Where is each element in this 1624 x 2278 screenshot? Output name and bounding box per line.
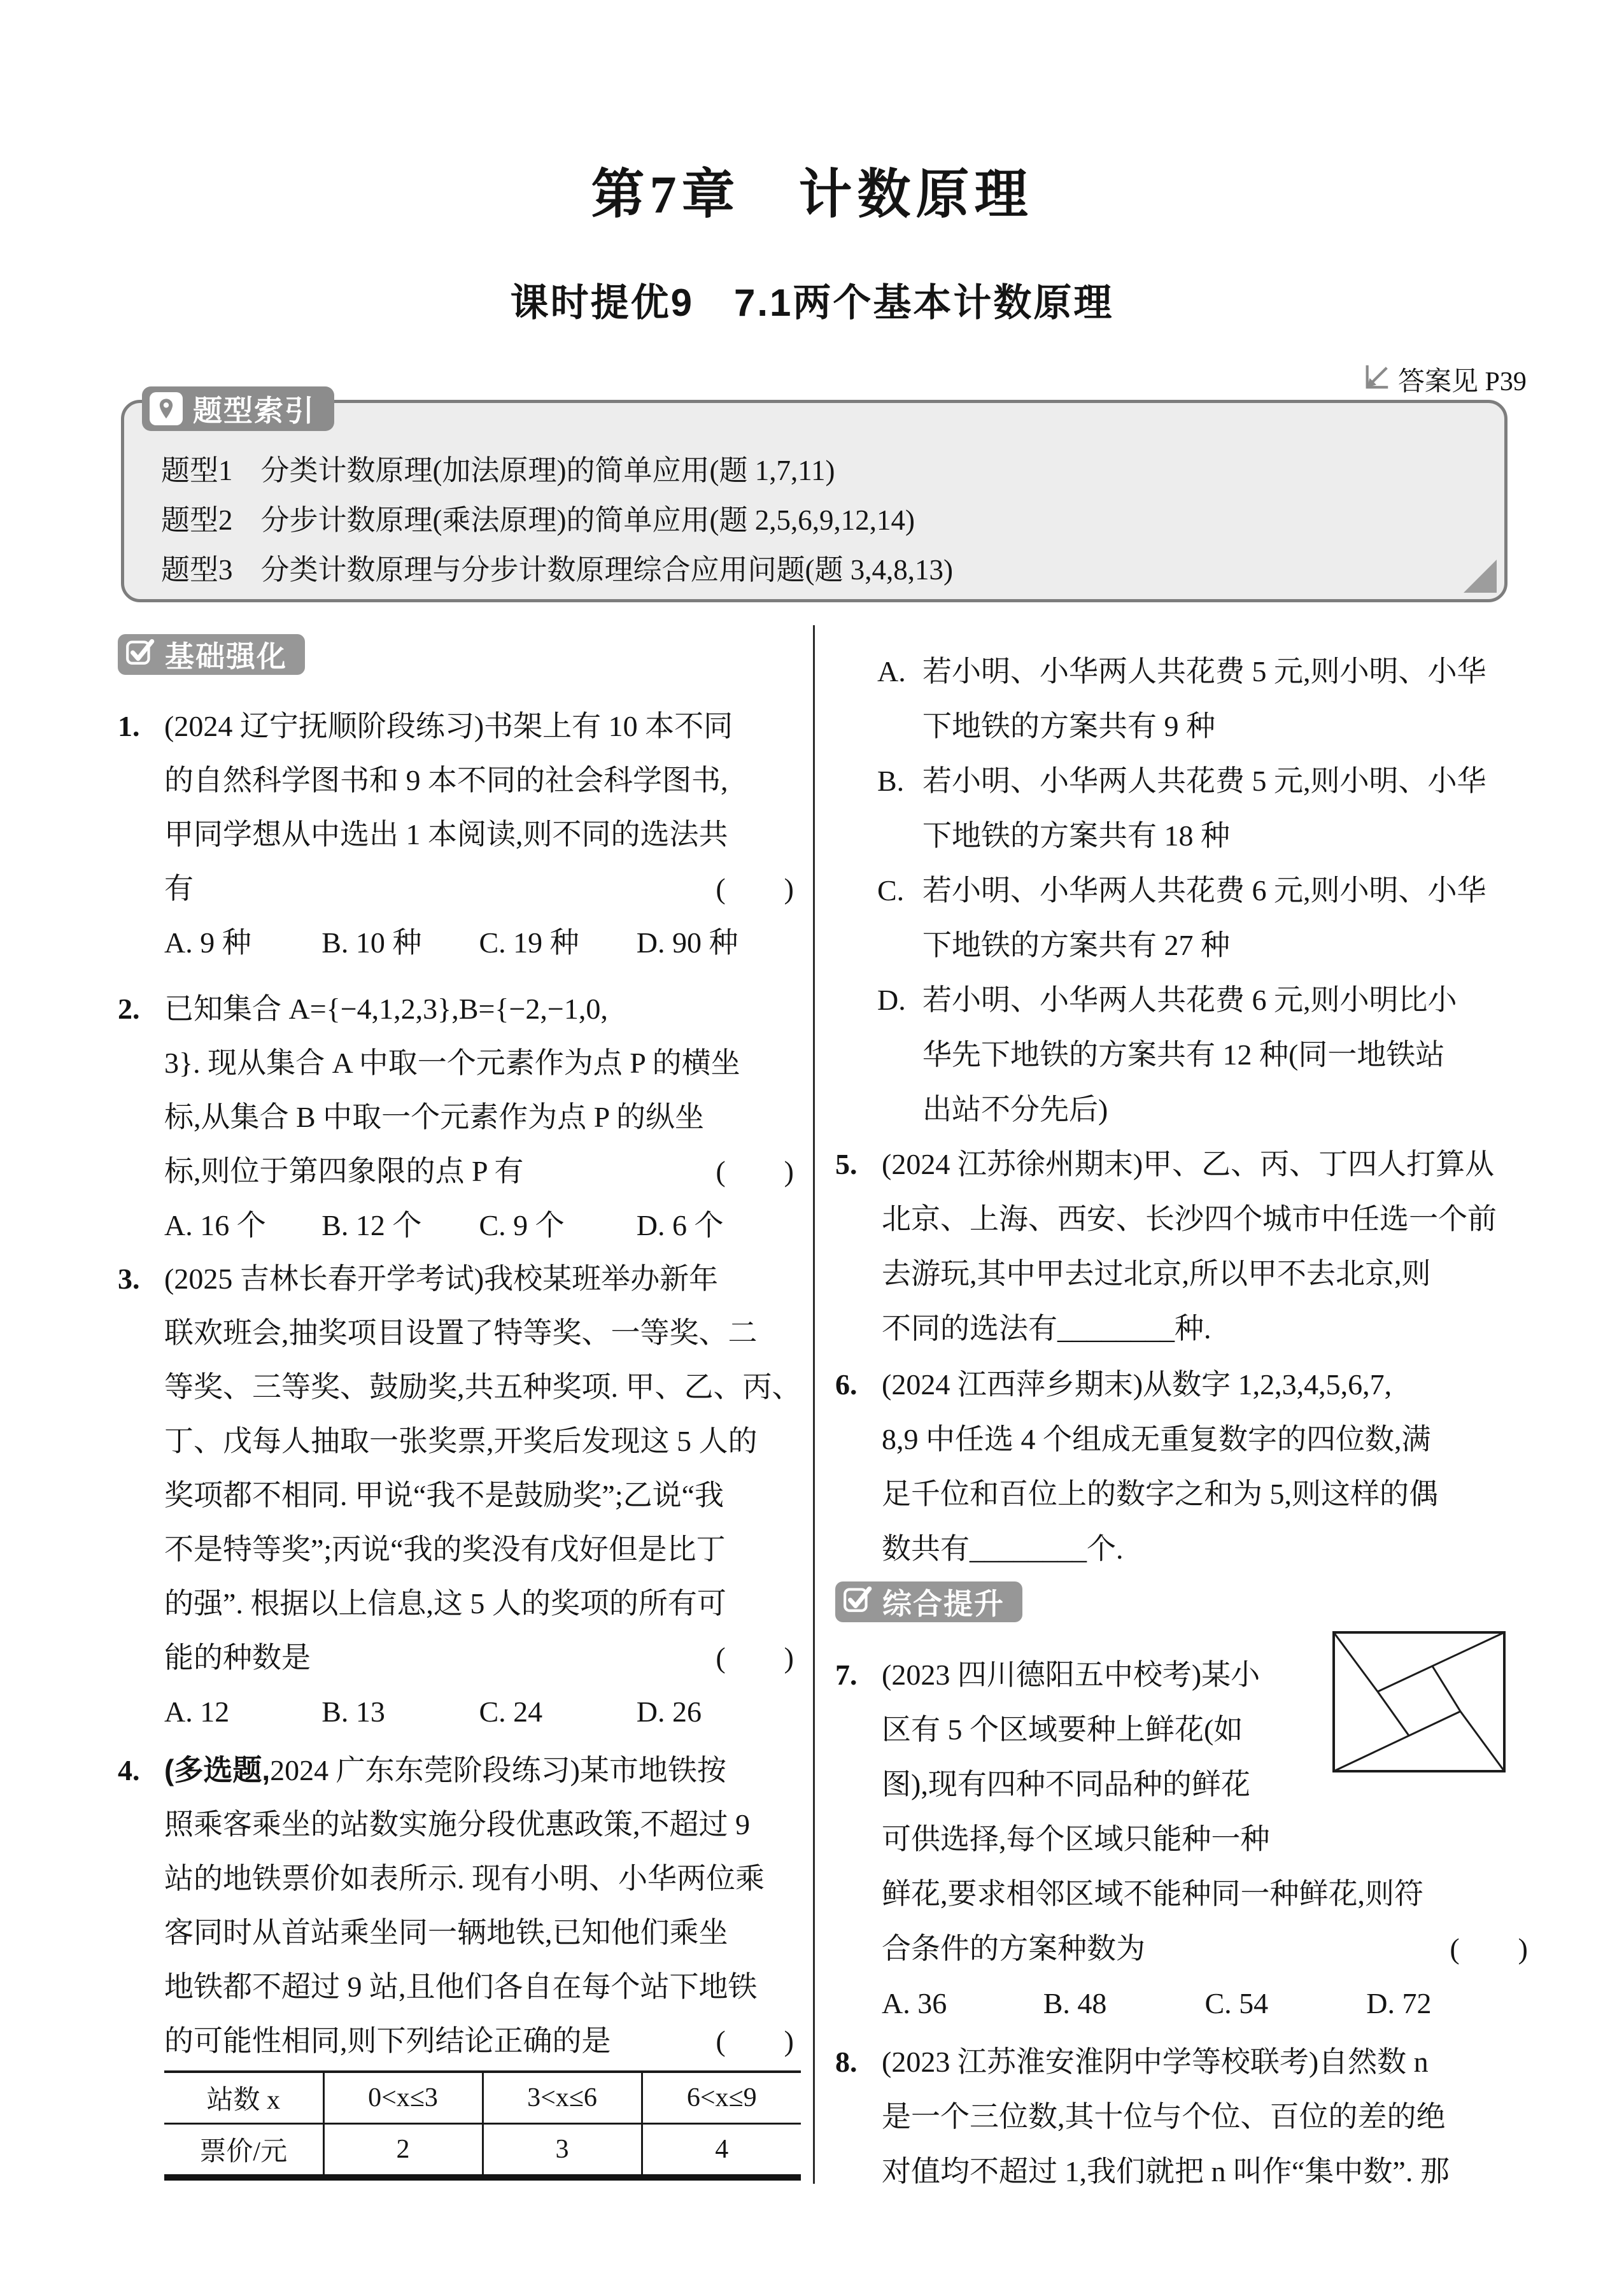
question-7-line: 区有 5 个区域要种上鲜花(如: [882, 1713, 1243, 1746]
index-row-text: 分类计数原理(加法原理)的简单应用(题 1,7,11): [260, 455, 835, 486]
option-c: C. 24: [479, 1695, 543, 1728]
question-7-tail: 合条件的方案种数为: [882, 1932, 1145, 1965]
question-2-line: 3}. 现从集合 A 中取一个元素作为点 P 的横坐: [164, 1047, 740, 1079]
question-1: [118, 699, 794, 970]
answer-reference-text: 答案见 P39: [1398, 367, 1527, 397]
question-4: [118, 1743, 794, 2068]
question-7-line: [882, 1921, 1528, 1976]
option-b: [835, 754, 1528, 809]
index-row-label: 题型3: [161, 554, 233, 586]
option-a: [835, 644, 1528, 699]
fare-table-cell: 4: [642, 2124, 801, 2178]
question-type-index-box: [121, 394, 1507, 602]
question-3-line: 等奖、三等奖、鼓励奖,共五种奖项. 甲、乙、丙、: [164, 1371, 801, 1403]
question-1-line: 的自然科学图书和 9 本不同的社会科学图书,: [164, 764, 728, 796]
index-row-text: 分类计数原理与分步计数原理综合应用问题(题 3,4,8,13): [260, 554, 953, 586]
fare-table-cell: 2: [323, 2124, 483, 2178]
question-6-line: 足千位和百位上的数字之和为 5,则这样的偶: [882, 1478, 1438, 1510]
multi-select-tag: (多选题,: [164, 1753, 271, 1786]
question-5-line: 去游玩,其中甲去过北京,所以甲不去北京,则: [882, 1257, 1431, 1290]
question-7-line: (2023 四川德阳五中校考)某小: [882, 1659, 1260, 1691]
location-pin-icon: [150, 392, 183, 425]
option-a-letter: A.: [877, 655, 906, 688]
index-row: [161, 551, 953, 589]
option-d: D. 6 个: [636, 1209, 724, 1242]
option-d: D. 26: [636, 1695, 702, 1728]
question-6-number: 6.: [835, 1368, 858, 1401]
fare-table-header-cell: 0<x≤3: [323, 2072, 483, 2124]
option-c: C. 9 个: [479, 1209, 565, 1242]
question-8-line: 对值均不超过 1,我们就把 n 叫作“集中数”. 那: [882, 2155, 1450, 2188]
option-d: D. 90 种: [636, 926, 738, 959]
option-d: D. 72: [1366, 1987, 1432, 2020]
option-b-letter: B.: [877, 765, 905, 797]
question-8-line: 是一个三位数,其十位与个位、百位的差的绝: [882, 2100, 1446, 2133]
question-4-tail: 的可能性相同,则下列结论正确的是: [164, 2025, 611, 2057]
question-4-line: 站的地铁票价如表所示. 现有小明、小华两位乘: [164, 1862, 765, 1895]
page-subtitle: 课时提优9 7.1两个基本计数原理: [510, 281, 1114, 324]
answer-parentheses: ( ): [716, 872, 794, 905]
answer-parentheses: ( ): [716, 1641, 794, 1674]
question-3-line: [164, 1631, 794, 1685]
question-7-line: 可供选择,每个区域只能种一种: [882, 1823, 1270, 1855]
index-row-label: 题型2: [161, 504, 233, 536]
fare-table-value-row: [164, 2124, 801, 2178]
option-a: A. 16 个: [164, 1209, 266, 1242]
column-divider: [813, 625, 815, 2184]
question-1-line: (2024 辽宁抚顺阶段练习)书架上有 10 本不同: [164, 710, 733, 742]
option-a-text: 若小明、小华两人共花费 5 元,则小明、小华: [922, 655, 1486, 688]
option-c: [835, 863, 1528, 918]
question-4-options: [835, 644, 1528, 1137]
fare-table-cell: 票价/元: [199, 2137, 288, 2167]
question-2-tail: 标,则位于第四象限的点 P 有: [164, 1155, 524, 1187]
section-basic-label: 基础强化: [165, 640, 287, 673]
index-row-text: 分步计数原理(乘法原理)的简单应用(题 2,5,6,9,12,14): [260, 504, 915, 536]
question-4-line: 客同时从首站乘坐同一辆地铁,已知他们乘坐: [164, 1916, 728, 1949]
option-a: A. 9 种: [164, 926, 251, 959]
answer-reference: [1362, 360, 1527, 399]
question-2-line: [164, 1144, 794, 1198]
fare-table-header-cell: 6<x≤9: [642, 2072, 801, 2124]
answer-corner-icon: [1362, 362, 1392, 398]
question-4-line: 照乘客乘坐的站数实施分段优惠政策,不超过 9: [164, 1808, 750, 1841]
option-d-text: 华先下地铁的方案共有 12 种(同一地铁站: [922, 1038, 1445, 1071]
option-d: [835, 973, 1528, 1028]
section-basic-badge: [118, 634, 305, 675]
question-6-line: (2024 江西萍乡期末)从数字 1,2,3,4,5,6,7,: [882, 1368, 1392, 1401]
option-b-text: 若小明、小华两人共花费 5 元,则小明、小华: [922, 765, 1486, 797]
option-b: B. 48: [1043, 1987, 1107, 2020]
option-d-text: 若小明、小华两人共花费 6 元,则小明比小: [922, 984, 1457, 1016]
question-4-line: [164, 2014, 794, 2068]
option-c: C. 19 种: [479, 926, 579, 959]
question-5: [835, 1137, 1528, 1356]
option-c-text: 若小明、小华两人共花费 6 元,则小明、小华: [922, 874, 1486, 907]
question-7-number: 7.: [835, 1659, 858, 1691]
question-2-line: 已知集合 A={−4,1,2,3},B={−2,−1,0,: [164, 993, 608, 1025]
fare-table-header-row: [164, 2072, 801, 2124]
question-3-line: 丁、戊每人抽取一张奖票,开奖后发现这 5 人的: [164, 1425, 758, 1457]
option-a-text: 下地铁的方案共有 9 种: [922, 710, 1215, 742]
question-2: [118, 982, 794, 1252]
question-1-line: [164, 861, 794, 916]
option-b-text: 下地铁的方案共有 18 种: [922, 819, 1230, 852]
answer-parentheses: ( ): [716, 2025, 794, 2057]
index-box-title: 题型索引: [193, 394, 315, 427]
section-advanced-badge: [835, 1581, 1022, 1622]
question-3-line: 联欢班会,抽奖项目设置了特等奖、一等奖、二: [164, 1317, 758, 1349]
question-7-line: 图),现有四种不同品种的鲜花: [882, 1768, 1250, 1800]
option-c-letter: C.: [877, 874, 905, 907]
question-1-line: 甲同学想从中选出 1 本阅读,则不同的选法共: [164, 818, 728, 851]
question-1-options: [164, 916, 794, 970]
question-2-options: [164, 1198, 794, 1252]
option-c: C. 54: [1204, 1987, 1269, 2020]
index-row-label: 题型1: [161, 455, 233, 486]
question-3-options: [164, 1685, 794, 1739]
option-b: B. 12 个: [321, 1209, 422, 1242]
question-3-line: 奖项都不相同. 甲说“我不是鼓励奖”;乙说“我: [164, 1479, 724, 1511]
option-b: B. 10 种: [321, 926, 422, 959]
page-title: 第7章 计数原理: [591, 166, 1033, 225]
question-3-tail: 能的种数是: [164, 1641, 311, 1674]
question-6-line: 8,9 中任选 4 个组成无重复数字的四位数,满: [882, 1423, 1431, 1455]
option-d-text: 出站不分先后): [922, 1093, 1108, 1126]
question-3-line: 的强”. 根据以上信息,这 5 人的奖项的所有可: [164, 1587, 726, 1620]
question-3-number: 3.: [118, 1263, 140, 1295]
question-2-number: 2.: [118, 993, 140, 1025]
index-box-header: [142, 386, 334, 431]
question-7-options: [882, 1976, 1528, 2031]
question-4-number: 4.: [118, 1754, 140, 1786]
question-3-line: (2025 吉林长春开学考试)我校某班举办新年: [164, 1263, 719, 1295]
corner-fold-decoration: [1464, 560, 1497, 593]
question-6: [835, 1357, 1528, 1576]
question-1-number: 1.: [118, 710, 140, 742]
option-d-letter: D.: [877, 984, 906, 1016]
question-5-line: 北京、上海、西安、长沙四个城市中任选一个前: [882, 1203, 1497, 1235]
question-5-line: 不同的选法有________种.: [882, 1312, 1211, 1345]
index-row: [161, 451, 835, 490]
option-b: B. 13: [321, 1695, 385, 1728]
fare-table-header-cell: 站数 x: [164, 2072, 323, 2124]
fare-table: [164, 2070, 801, 2181]
question-6-line: 数共有________个.: [882, 1532, 1124, 1565]
question-5-line: (2024 江苏徐州期末)甲、乙、丙、丁四人打算从: [882, 1148, 1495, 1180]
answer-parentheses: ( ): [716, 1155, 794, 1187]
question-2-line: 标,从集合 B 中取一个元素作为点 P 的纵坐: [164, 1101, 705, 1133]
checkmark-icon: [842, 1583, 873, 1622]
question-4-line-rest: 2024 广东东莞阶段练习)某市地铁按: [270, 1754, 726, 1786]
question-7-line: 鲜花,要求相邻区域不能种同一种鲜花,则符: [882, 1878, 1423, 1910]
section-advanced-label: 综合提升: [882, 1587, 1005, 1620]
question-5-number: 5.: [835, 1148, 858, 1180]
question-1-tail: 有: [164, 872, 194, 905]
question-4-line: 地铁都不超过 9 站,且他们各自在每个站下地铁: [164, 1970, 758, 2003]
flower-regions-figure: [1332, 1631, 1506, 1776]
question-8-number: 8.: [835, 2046, 858, 2078]
fare-table-header-cell: 3<x≤6: [483, 2072, 642, 2124]
option-a: A. 12: [164, 1695, 230, 1728]
fare-table-cell: 3: [483, 2124, 642, 2178]
option-a: A. 36: [882, 1987, 947, 2020]
index-row: [161, 501, 915, 539]
question-8-line: (2023 江苏淮安淮阴中学等校联考)自然数 n: [882, 2046, 1429, 2078]
option-c-text: 下地铁的方案共有 27 种: [922, 929, 1230, 961]
answer-parentheses: ( ): [1450, 1932, 1528, 1965]
question-4-line: [164, 1743, 794, 1797]
question-3-line: 不是特等奖”;丙说“我的奖没有戊好但是比丁: [164, 1533, 726, 1566]
question-3: [118, 1252, 801, 1739]
checkmark-icon: [124, 635, 156, 674]
question-8: [835, 2035, 1528, 2199]
